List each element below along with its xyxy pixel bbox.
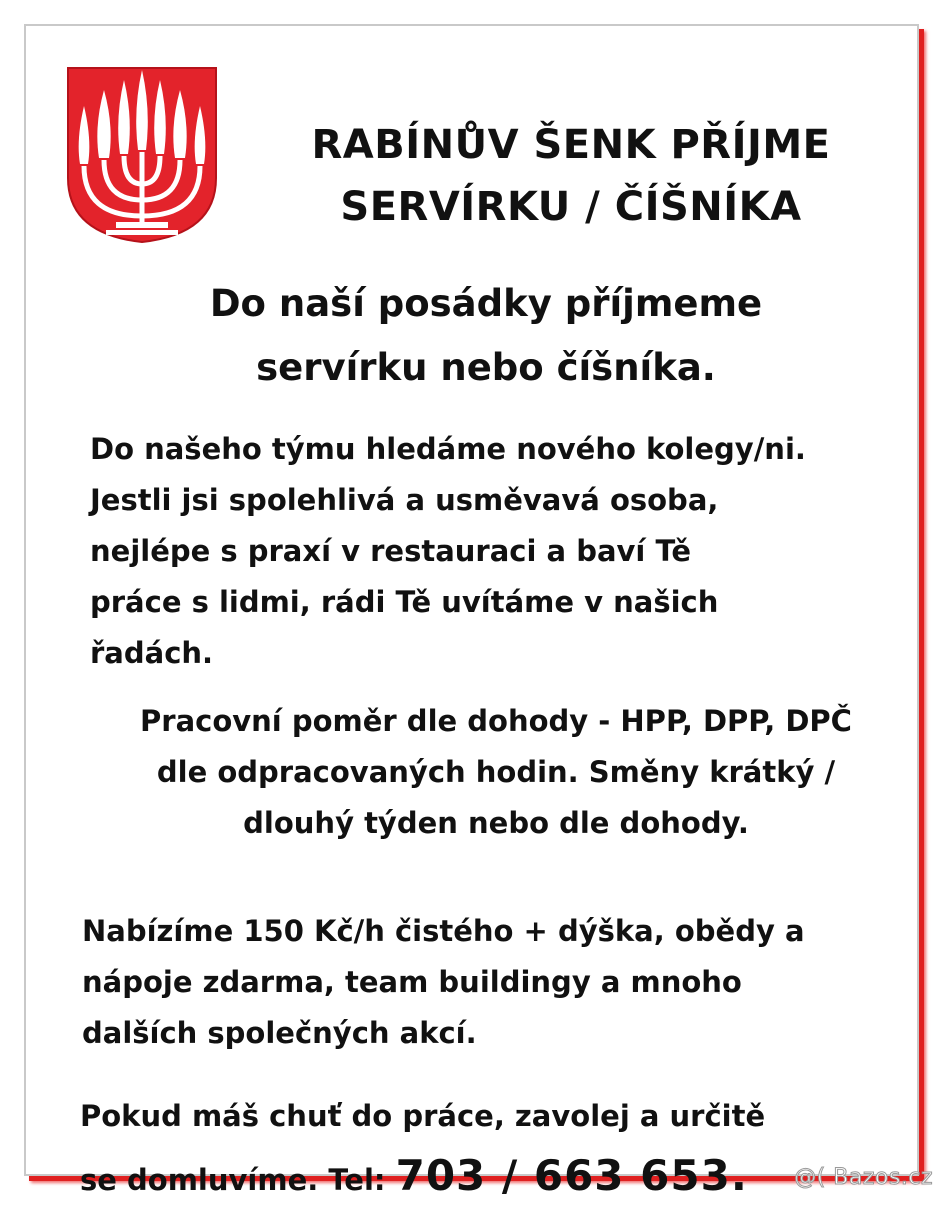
bazos-watermark: @( Bazos.cz <box>794 1165 933 1190</box>
terms-paragraph <box>86 696 906 849</box>
terms-line: dle odpracovaných hodin. Směny krátký / <box>156 755 836 789</box>
contact-line-1: Pokud máš chuť do práce, zavolej a určitě <box>80 1099 766 1133</box>
contact-line-2: se domluvíme. Tel: <box>80 1163 396 1197</box>
terms-line: dlouhý týden nebo dle dohody. <box>243 806 749 840</box>
phone-number: 703 / 663 653. <box>395 1151 748 1200</box>
subhead-line-2: servírku nebo číšníka. <box>256 346 716 389</box>
contact-paragraph <box>80 1086 765 1210</box>
intro-line: nejlépe s praxí v restauraci a baví Tě <box>90 534 692 568</box>
terms-line: Pracovní poměr dle dohody - HPP, DPP, DPČ <box>140 704 852 738</box>
offer-line: dalších společných akcí. <box>82 1016 477 1050</box>
poster-headline <box>236 114 906 238</box>
headline-line-2: SERVÍRKU / ČÍŠNÍKA <box>340 184 802 230</box>
headline-line-1: RABÍNŮV ŠENK PŘÍJME <box>311 122 831 168</box>
menorah-shield-icon <box>66 66 218 244</box>
intro-paragraph <box>90 424 806 679</box>
intro-line: práce s lidmi, rádi Tě uvítáme v našich <box>90 585 719 619</box>
offer-paragraph <box>82 906 805 1059</box>
intro-line: řadách. <box>90 636 214 670</box>
intro-line: Do našeho týmu hledáme nového kolegy/ni. <box>90 432 806 466</box>
subhead-line-1: Do naší posádky příjmeme <box>209 282 763 325</box>
intro-line: Jestli jsi spolehlivá a usměvavá osoba, <box>90 483 719 517</box>
offer-line: Nabízíme 150 Kč/h čistého + dýška, obědy a <box>82 914 805 948</box>
offer-line: nápoje zdarma, team buildingy a mnoho <box>82 965 742 999</box>
poster-subheadline <box>116 272 856 400</box>
